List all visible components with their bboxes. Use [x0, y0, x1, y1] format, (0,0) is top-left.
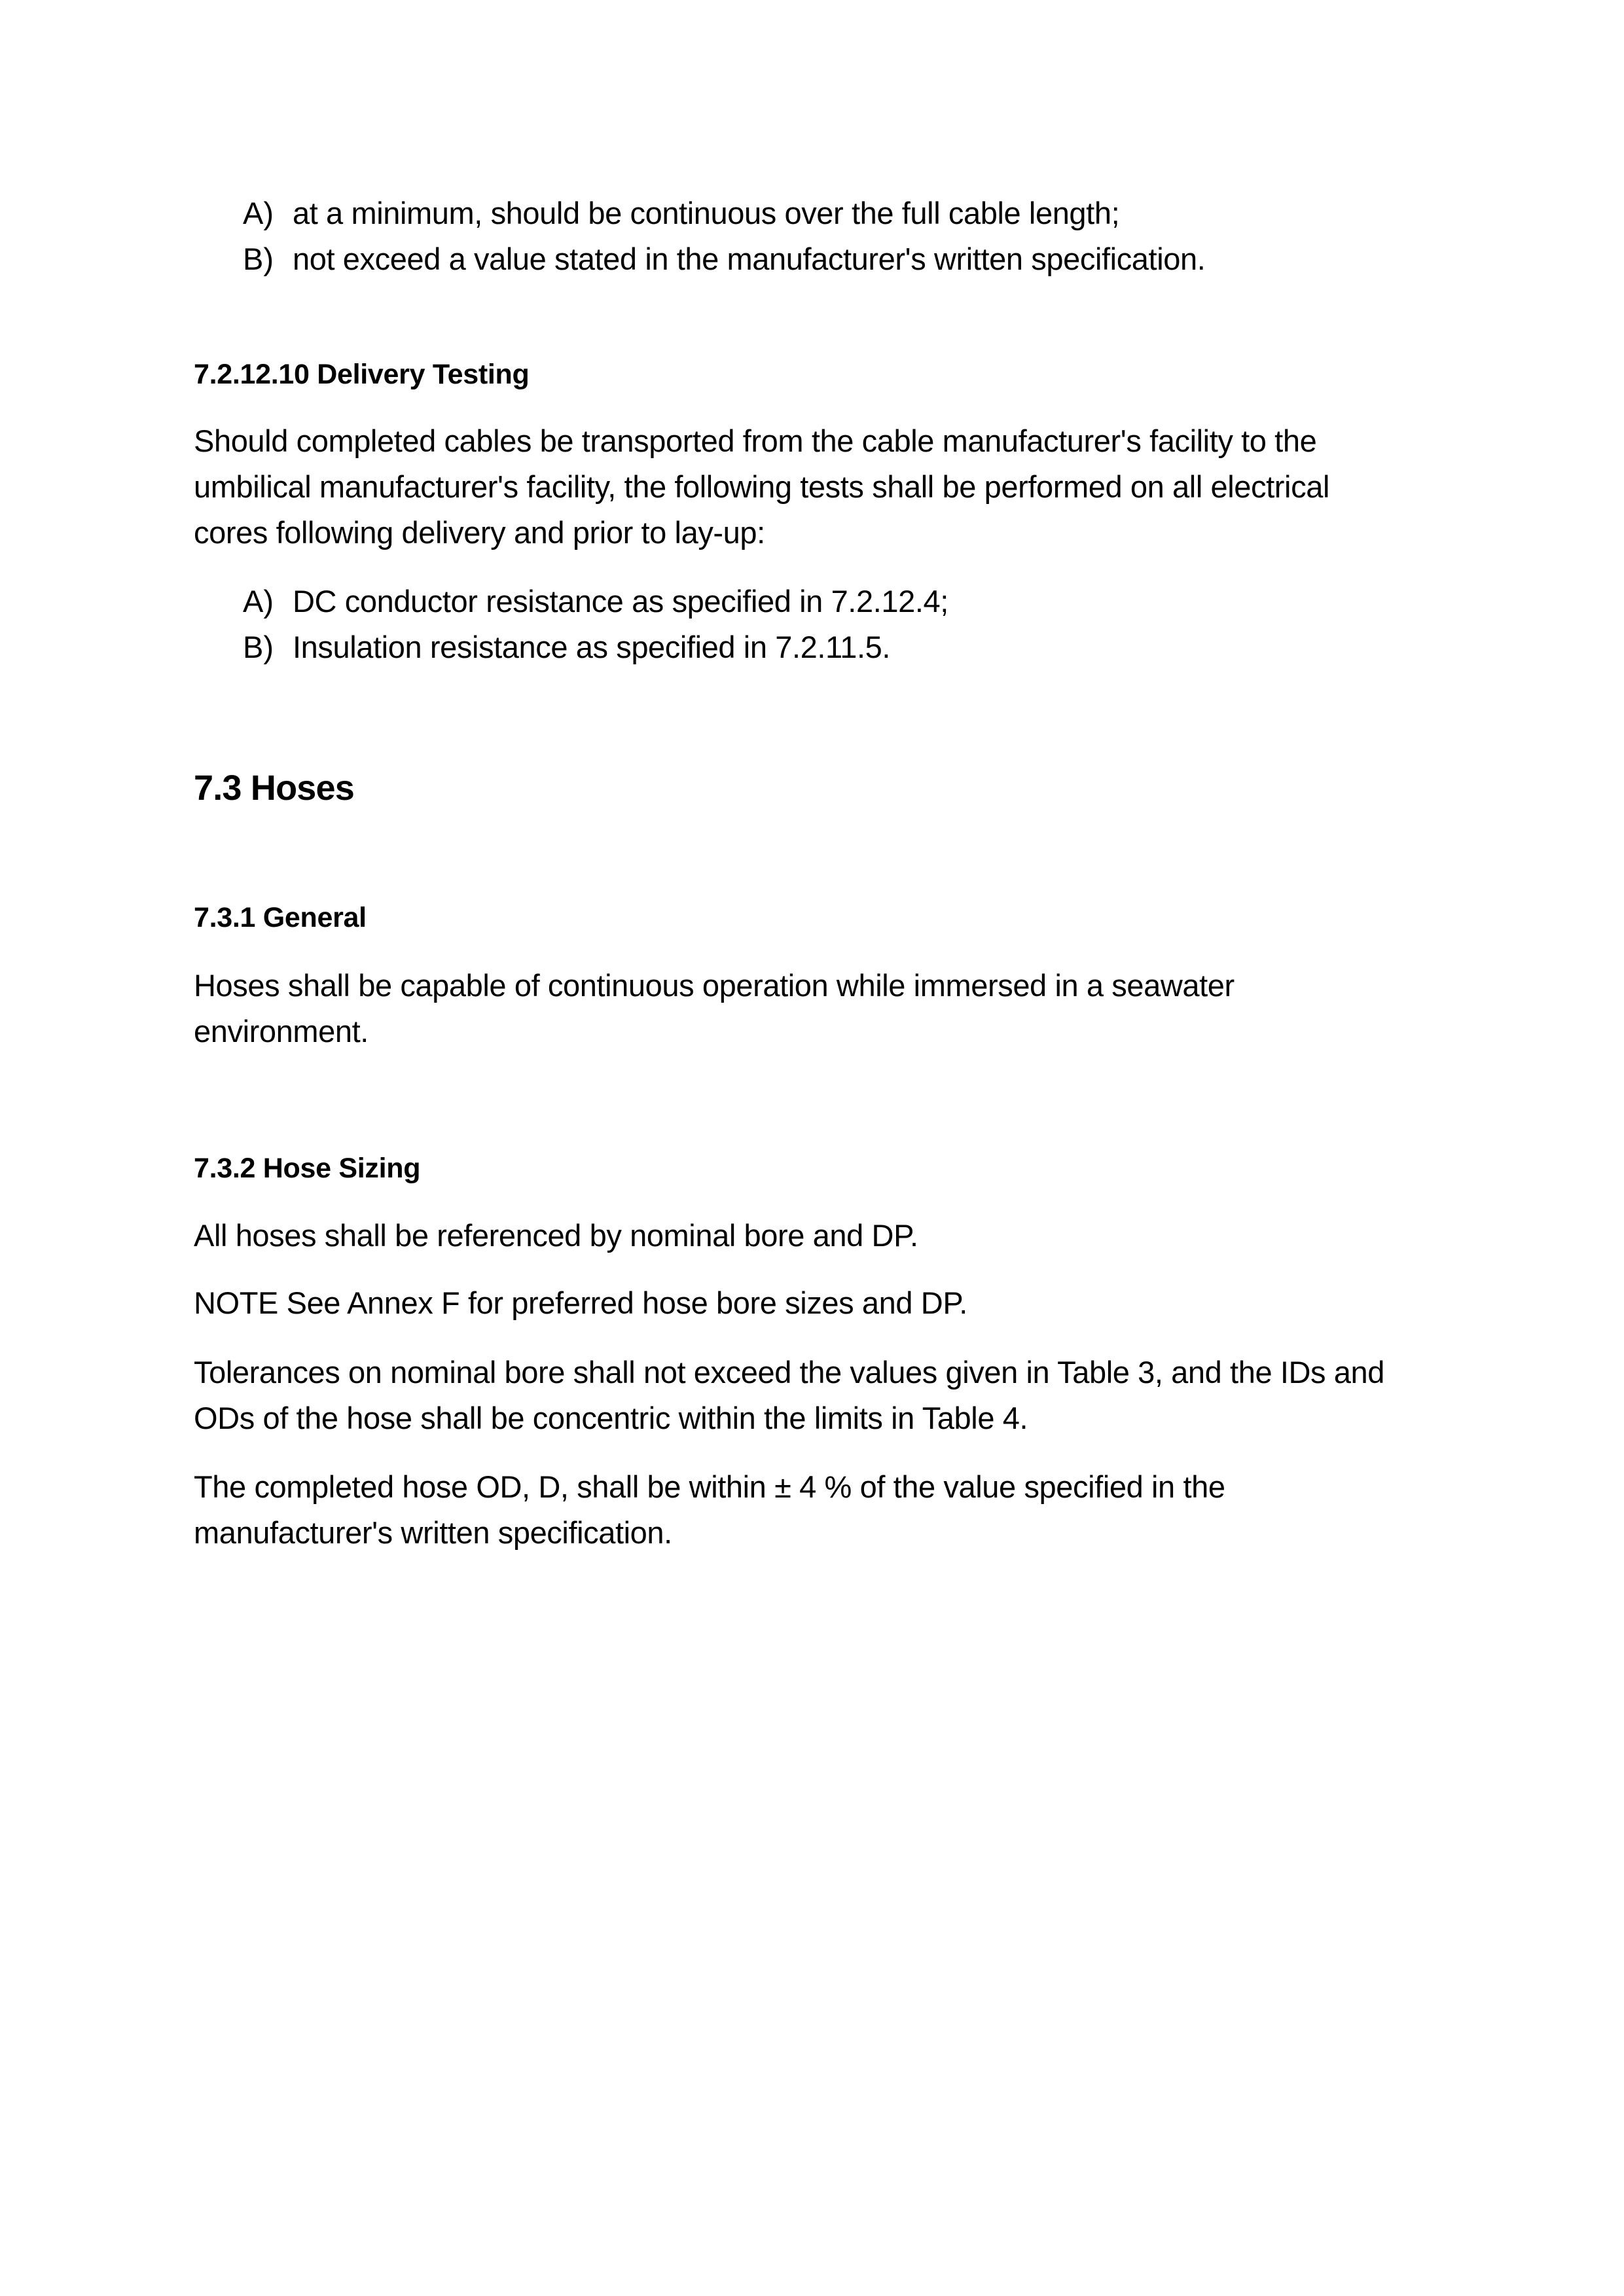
- paragraph-line: ODs of the hose shall be concentric within the limits in Table 4.: [194, 1401, 1028, 1435]
- list-item: DC conductor resistance as specified in 7.2.12.4;: [293, 584, 948, 619]
- paragraph-line: The completed hose OD, D, shall be within ± 4 % of the value specified in the: [194, 1469, 1225, 1504]
- list-marker: B): [243, 630, 274, 664]
- list-marker: A): [243, 196, 274, 230]
- paragraph-line: Should completed cables be transported from the cable manufacturer's facility to the: [194, 423, 1317, 458]
- paragraph-line: manufacturer's written specification.: [194, 1515, 672, 1550]
- list-marker: A): [243, 584, 274, 619]
- paragraph-line: Hoses shall be capable of continuous operation while immersed in a seawater: [194, 968, 1235, 1003]
- paragraph-line: umbilical manufacturer's facility, the following tests shall be performed on all electrical: [194, 469, 1329, 504]
- general-heading: 7.3.1 General: [194, 902, 367, 933]
- paragraph-line: Tolerances on nominal bore shall not exceed the values given in Table 3, and the IDs and: [194, 1355, 1385, 1390]
- paragraph-line: cores following delivery and prior to lay-up:: [194, 515, 765, 550]
- hose-sizing-heading: 7.3.2 Hose Sizing: [194, 1153, 421, 1184]
- delivery-testing-heading: 7.2.12.10 Delivery Testing: [194, 359, 530, 390]
- paragraph-line: environment.: [194, 1014, 369, 1049]
- list-item: at a minimum, should be continuous over the full cable length;: [293, 196, 1120, 230]
- list-marker: B): [243, 242, 274, 276]
- paragraph-line: All hoses shall be referenced by nominal bore and DP.: [194, 1218, 918, 1253]
- hoses-heading: 7.3 Hoses: [194, 768, 354, 808]
- note-text: NOTE See Annex F for preferred hose bore sizes and DP.: [194, 1285, 967, 1320]
- list-item: not exceed a value stated in the manufacturer's written specification.: [293, 242, 1206, 276]
- list-item: Insulation resistance as specified in 7.2.11.5.: [293, 630, 891, 664]
